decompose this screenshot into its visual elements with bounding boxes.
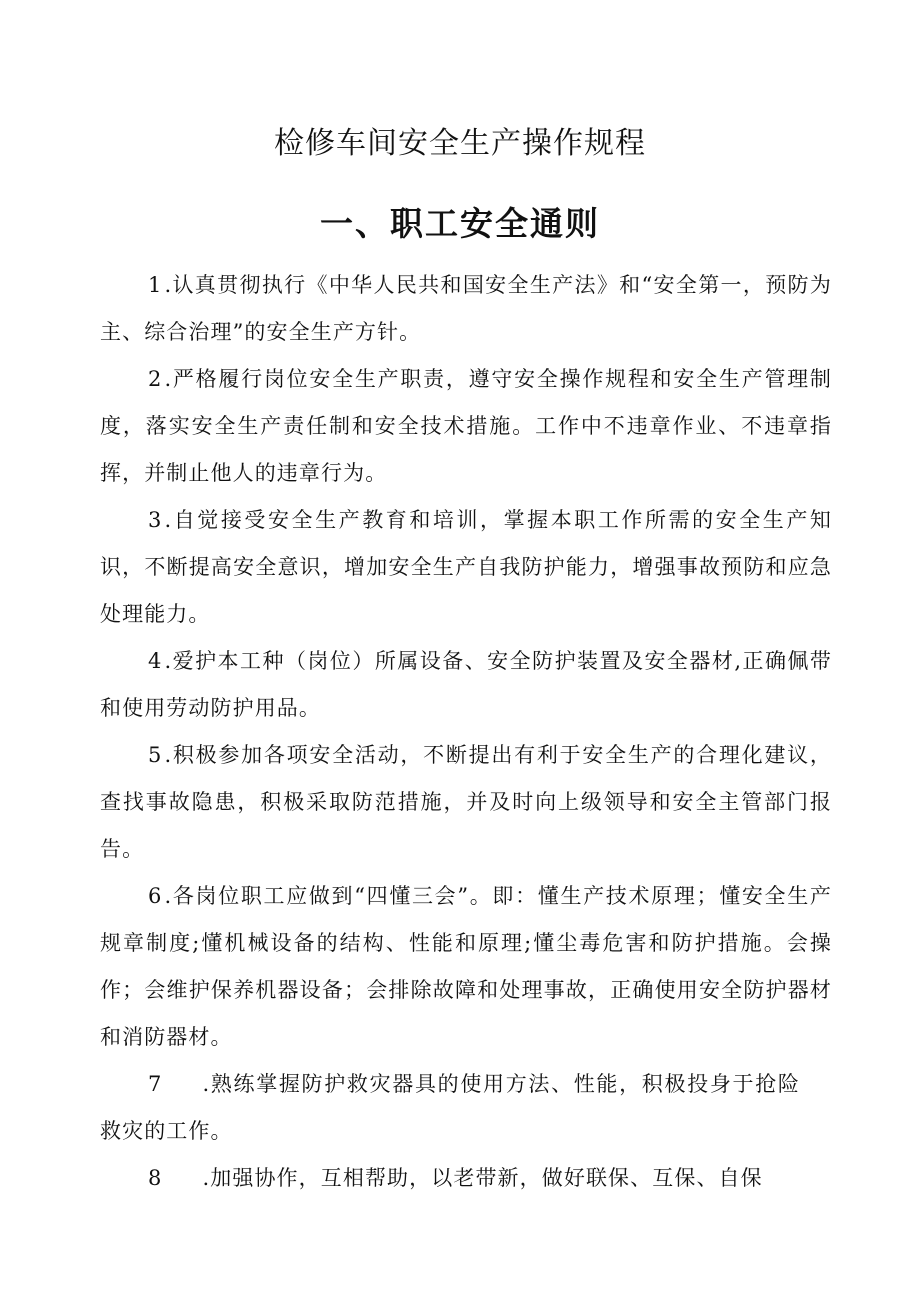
rule-number: 6 (148, 884, 163, 908)
rule-text: .严格履行岗位安全生产职责，遵守安全操作规程和安全生产管理制度，落实安全生产责任制和安全技术措施。工作中不违章作业、不违章指挥，并制止他人的违章行为。 (100, 367, 832, 485)
rule-text: .各岗位职工应做到“四懂三会”。即：懂生产技术原理；懂安全生产规章制度;懂机械设备的结构、性能和原理;懂尘毒危害和防护措施。会操作；会维护保养机器设备；会排除故障和处理事故，正确使用安全防护器材和消防器材。 (100, 884, 832, 1049)
rule-text: .爱护本工种（岗位）所属设备、安全防护装置及安全器材,正确佩带和使用劳动防护用品。 (100, 649, 832, 720)
rule-number: 5 (148, 743, 163, 767)
section-title: 一、职工安全通则 (320, 204, 600, 243)
rules-list (100, 262, 832, 1202)
rule-item-1 (100, 262, 832, 356)
document-title: 检修车间安全生产操作规程 (274, 126, 646, 161)
rule-item-7 (100, 1061, 800, 1155)
rule-number: 8 (148, 1166, 163, 1190)
rule-text: .自觉接受安全生产教育和培训，掌握本职工作所需的安全生产知识，不断提高安全意识，增加安全生产自我防护能力，增强事故预防和应急处理能力。 (100, 508, 832, 626)
rule-text: .积极参加各项安全活动，不断提出有利于安全生产的合理化建议，查找事故隐患，积极采取防范措施，并及时向上级领导和安全主管部门报告。 (100, 743, 832, 861)
rule-number: 4 (148, 649, 163, 673)
rule-text: .加强协作，互相帮助，以老带新，做好联保、互保、自保 (202, 1166, 763, 1190)
rule-number: 7 (148, 1072, 163, 1096)
rule-number: 1 (148, 273, 163, 297)
rule-number: 3 (148, 508, 163, 532)
rule-item-4 (100, 638, 832, 732)
rule-item-2 (100, 356, 832, 497)
rule-item-3 (100, 497, 832, 638)
rule-text: .熟练掌握防护救灾器具的使用方法、性能，积极投身于抢险救灾的工作。 (100, 1072, 800, 1143)
rule-item-8 (100, 1155, 800, 1202)
rule-number: 2 (148, 367, 163, 391)
rule-item-5 (100, 732, 832, 873)
rule-item-6 (100, 873, 832, 1061)
rule-text: .认真贯彻执行《中华人民共和国安全生产法》和“安全第一，预防为主、综合治理”的安全生产方针。 (100, 273, 832, 344)
